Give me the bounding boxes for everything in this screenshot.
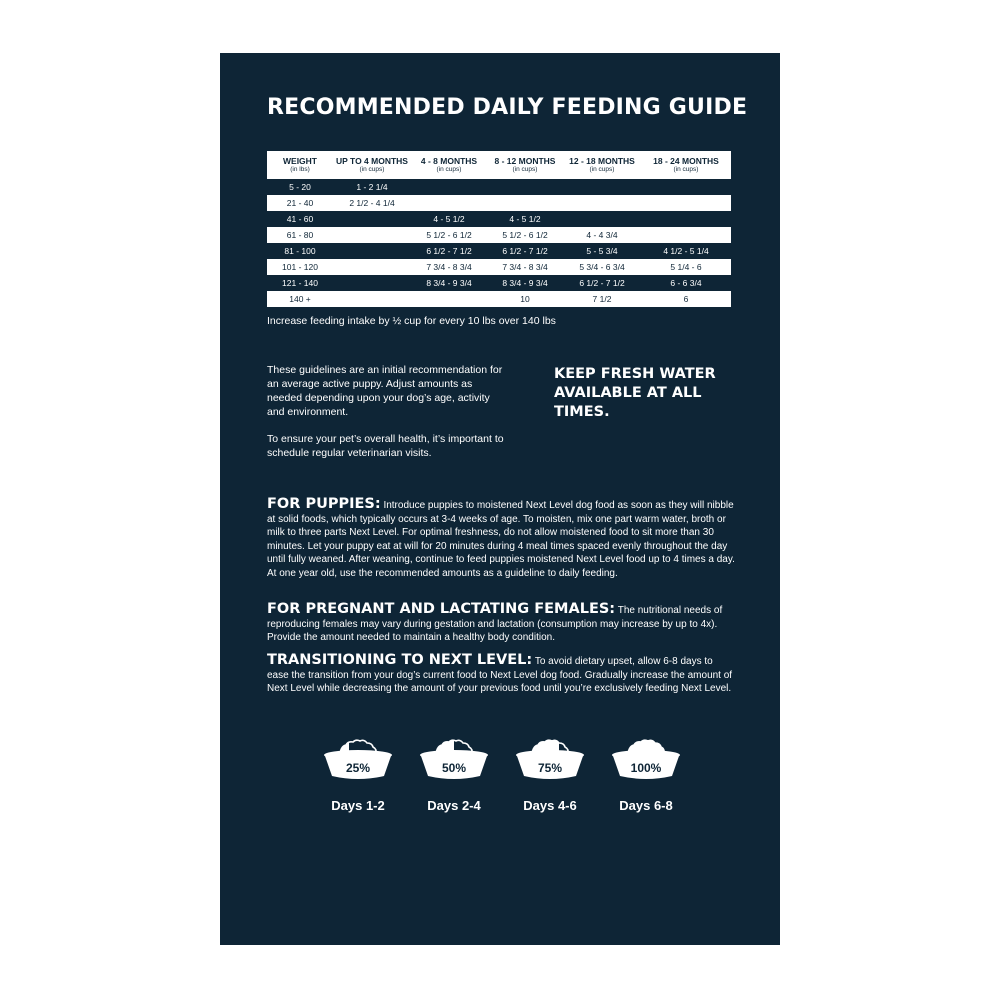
cups-cell: 6 1/2 - 7 1/2 [502, 246, 548, 256]
feeding-note: Increase feeding intake by ½ cup for every 10 lbs over 140 lbs [267, 315, 556, 327]
section-heading: TRANSITIONING TO NEXT LEVEL: [267, 652, 533, 668]
table-header-row [267, 151, 731, 179]
cups-cell [641, 195, 731, 211]
cups-cell [641, 227, 731, 243]
cups-cell [411, 195, 487, 211]
cups-cell: 4 - 5 1/2 [509, 214, 541, 224]
weight-cell: 81 - 100 [284, 246, 316, 256]
cups-cell: 8 3/4 - 9 3/4 [502, 278, 548, 288]
page-title: RECOMMENDED DAILY FEEDING GUIDE [267, 95, 748, 120]
cups-cell: 6 [683, 294, 689, 304]
bowl-percent: 75% [537, 761, 563, 775]
cups-cell [563, 211, 641, 227]
column-header: 8 - 12 MONTHS (in cups) [494, 156, 556, 173]
cups-cell: 5 - 5 3/4 [586, 246, 618, 256]
table-row [267, 291, 731, 307]
cups-cell [487, 195, 563, 211]
cups-cell [333, 291, 411, 307]
cups-cell: 5 1/4 - 6 [670, 262, 702, 272]
table-row [267, 211, 731, 227]
cups-cell [641, 211, 731, 227]
weight-cell: 101 - 120 [282, 262, 318, 272]
cups-cell: 7 3/4 - 8 3/4 [502, 262, 548, 272]
cups-cell: 2 1/2 - 4 1/4 [349, 198, 395, 208]
cups-cell: 5 3/4 - 6 3/4 [579, 262, 625, 272]
column-header: 18 - 24 MONTHS (in cups) [653, 156, 719, 173]
column-header: 4 - 8 MONTHS (in cups) [420, 156, 478, 173]
bowl-days: Days 6-8 [619, 798, 673, 813]
food-bowl-icon [322, 736, 394, 784]
section-text: Introduce puppies to moistened Next Level dog food as soon as they will nibble at solid foods, which typically occurs at 3-4 weeks of age. To moisten, mix one part warm water, broth or milk to three parts Next Level. For optimal freshness, do not allow moistened food to sit more than 30 minutes. Let your puppy eat at will for 20 minutes during 4 meal times spaced evenly throughout the day until fully weaned. After weaning, continue to feed puppies moistened Next Level food up to 4 times a day. At one year old, use the recommended amounts as a guideline to daily feeding. [267, 500, 735, 579]
feeding-guide-panel [220, 53, 780, 945]
weight-cell: 41 - 60 [286, 214, 314, 224]
guideline-paragraph: To ensure your pet’s overall health, it’s important to schedule regular veterinarian visits. [267, 433, 504, 459]
cups-cell [563, 179, 641, 195]
cups-cell [333, 243, 411, 259]
cups-cell [333, 275, 411, 291]
puppies-section [267, 496, 735, 581]
cups-cell: 6 1/2 - 7 1/2 [579, 278, 625, 288]
bowl-days: Days 1-2 [331, 798, 385, 813]
cups-cell: 5 1/2 - 6 1/2 [426, 230, 472, 240]
cups-cell: 7 3/4 - 8 3/4 [426, 262, 472, 272]
water-callout: KEEP FRESH WATER AVAILABLE AT ALL TIMES. [554, 366, 716, 420]
section-heading: FOR PUPPIES: [267, 496, 381, 512]
table-row [267, 227, 731, 243]
column-header: WEIGHT (in lbs) [283, 156, 317, 173]
cups-cell: 8 3/4 - 9 3/4 [426, 278, 472, 288]
cups-cell: 6 1/2 - 7 1/2 [426, 246, 472, 256]
bowl-days: Days 4-6 [523, 798, 577, 813]
section-heading: FOR PREGNANT AND LACTATING FEMALES: [267, 601, 616, 617]
bowl-day-1-2 [318, 736, 398, 816]
cups-cell: 1 - 2 1/4 [356, 182, 388, 192]
guidelines-block [267, 363, 507, 473]
cups-cell [333, 211, 411, 227]
food-bowl-icon [418, 736, 490, 784]
females-section [267, 601, 735, 645]
weight-cell: 121 - 140 [282, 278, 318, 288]
table-row [267, 259, 731, 275]
table-row [267, 243, 731, 259]
column-header: UP TO 4 MONTHS (in cups) [336, 156, 408, 173]
transition-section [267, 652, 735, 696]
cups-cell [563, 195, 641, 211]
section-text: The nutritional needs of reproducing females may vary during gestation and lactation (consumption may increase by up to 4x). Provide the amount needed to maintain a healthy body condition. [267, 605, 723, 644]
bowl-day-2-4 [414, 736, 494, 816]
cups-cell [333, 227, 411, 243]
column-header: 12 - 18 MONTHS (in cups) [569, 156, 635, 173]
cups-cell: 10 [520, 294, 530, 304]
table-row [267, 179, 731, 195]
cups-cell: 4 - 4 3/4 [586, 230, 618, 240]
weight-cell: 5 - 20 [289, 182, 311, 192]
cups-cell: 6 - 6 3/4 [670, 278, 702, 288]
bowl-percent: 100% [630, 761, 662, 775]
guideline-paragraph: These guidelines are an initial recommendation for an average active puppy. Adjust amounts as needed depending upon your dog’s age, activity and environment. [267, 364, 503, 418]
transition-bowls [318, 736, 698, 816]
table-row [267, 275, 731, 291]
weight-cell: 140 + [289, 294, 311, 304]
cups-cell [487, 179, 563, 195]
bowl-day-6-8 [606, 736, 686, 816]
bowl-percent: 50% [441, 761, 467, 775]
cups-cell: 4 1/2 - 5 1/4 [663, 246, 709, 256]
cups-cell: 4 - 5 1/2 [433, 214, 465, 224]
table-row [267, 195, 731, 211]
cups-cell: 7 1/2 [592, 294, 612, 304]
cups-cell [333, 259, 411, 275]
cups-cell: 5 1/2 - 6 1/2 [502, 230, 548, 240]
bowl-days: Days 2-4 [427, 798, 481, 813]
feeding-table [267, 151, 731, 307]
weight-cell: 61 - 80 [286, 230, 314, 240]
cups-cell [641, 179, 731, 195]
bowl-percent: 25% [345, 761, 371, 775]
food-bowl-icon [514, 736, 586, 784]
bowl-day-4-6 [510, 736, 590, 816]
cups-cell [411, 291, 487, 307]
cups-cell [411, 179, 487, 195]
weight-cell: 21 - 40 [286, 198, 314, 208]
section-text: To avoid dietary upset, allow 6-8 days to ease the transition from your dog’s current food to Next Level dog food. Gradually increase the amount of Next Level while decreasing the amount of your previous food until you’re exclusively feeding Next Level. [267, 656, 733, 695]
food-bowl-icon [610, 736, 682, 784]
